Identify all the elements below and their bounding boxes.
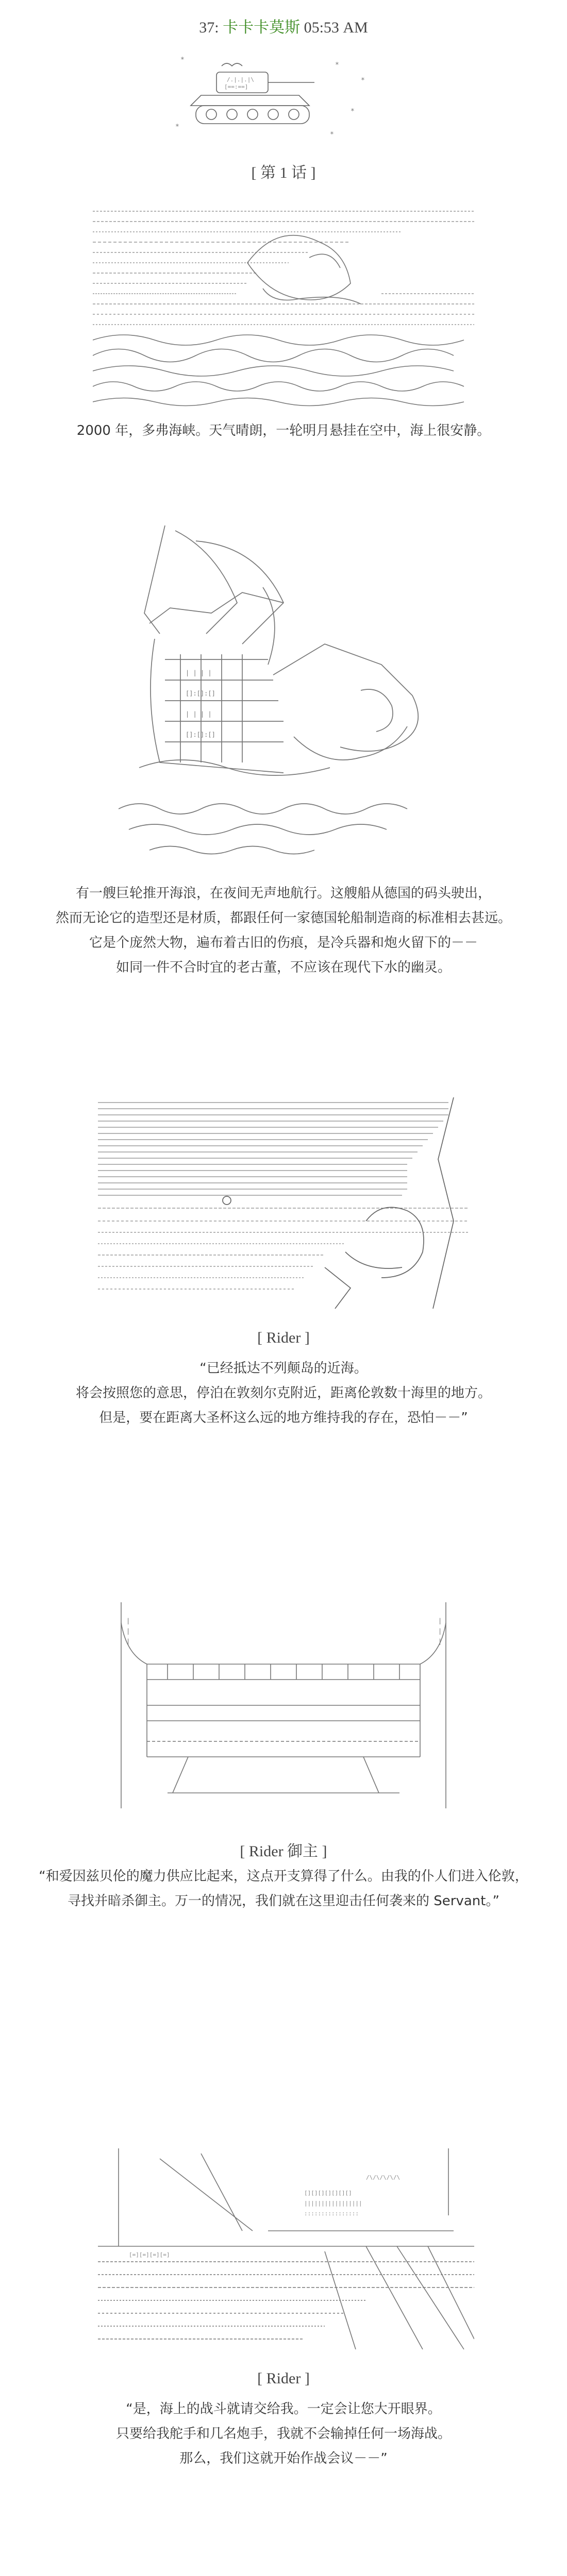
svg-text:[=][=][=][=]: [=][=][=][=] [129,2251,170,2258]
svg-text:*: * [335,61,339,69]
svg-text:[]:[]:[]: []:[]:[] [186,731,215,738]
dialogue-line: “是，海上的战斗就请交给我。一定会让您大开眼界。 [126,2401,441,2417]
scene-2-narration [0,881,567,980]
svg-text:*: * [180,56,185,64]
dialogue-line: “已经抵达不列颠岛的近海。 [199,1361,368,1376]
dialogue-line: 只要给我舵手和几名炮手，我就不会输掉任何一场海战。 [115,2426,451,2442]
scene-3-speaker: [ Rider ] [257,1329,310,1346]
svg-text:|: | [126,1628,130,1635]
svg-text:|: | [438,1638,442,1645]
post-time: 05:53 AM [304,19,368,36]
svg-text:| | | |: | | | | [186,669,212,676]
sea-moonlight-ascii-art [93,201,474,407]
post-number: 37: [199,19,219,36]
dialogue-line: 寻找并暗杀御主。万一的情况，我们就在这里迎击任何袭来的 Servant。” [68,1893,499,1909]
svg-text:::::::::::::::::: :::::::::::::::: [304,2210,359,2217]
svg-text:*: * [330,131,334,139]
svg-text:|: | [126,1638,130,1645]
narration-line: 2000 年，多弗海峡。天气晴朗，一轮明月悬挂在空中，海上很安静。 [76,423,491,438]
post-author[interactable]: 卡卡卡莫斯 [223,19,301,36]
chapter-label: [ 第 1 话 ] [251,164,316,181]
svg-text:|||||||||||||||||: ||||||||||||||||| [304,2200,362,2207]
svg-text:|: | [438,1617,442,1624]
room-interior-ascii-art [116,1602,456,1814]
svg-text:*: * [361,77,365,84]
dialogue-line: 将会按照您的意思，停泊在敦刻尔克附近，距离伦敦数十海里的地方。 [75,1385,491,1401]
post-header [0,14,567,37]
tank-ascii-art [165,52,381,144]
svg-text:/\/\/\/\/\: /\/\/\/\/\ [366,2174,401,2181]
svg-text:|: | [438,1628,442,1635]
sea-horizon-ascii-art [98,1097,469,1314]
dialogue-line: 但是，要在距离大圣杯这么远的地方维持我的存在，恐怕－－” [99,1410,468,1426]
ship-deck-ascii-art [98,2148,474,2354]
narration-line: 有一艘巨轮推开海浪，在夜间无声地航行。这艘船从德国的码头驶出， [75,886,491,901]
scene-4-dialogue [0,1864,567,1913]
scene-4-speaker: [ Rider 御主 ] [240,1843,327,1860]
svg-text:*: * [351,108,355,115]
scene-3-dialogue [0,1356,567,1430]
old-ship-ascii-art [119,520,454,871]
svg-text:| | | |: | | | | [186,710,212,718]
dialogue-line: 那么，我们这就开始作战会议－－” [179,2451,388,2466]
scene-5-dialogue [0,2397,567,2471]
narration-line: 如同一件不合时宜的老古董，不应该在现代下水的幽灵。 [115,960,451,975]
svg-text:|: | [126,1617,130,1624]
narration-line: 它是个庞然大物，遍布着古旧的伤痕，是冷兵器和炮火留下的－－ [89,935,478,951]
dialogue-line: “和爱因兹贝伦的魔力供应比起来，这点开支算得了什么。由我的仆人们进入伦敦， [39,1869,528,1884]
scene-5-speaker: [ Rider ] [257,2370,310,2387]
svg-text:/.|.|.|\: /.|.|.|\ [227,76,254,83]
scene-1-narration [0,418,567,443]
narration-line: 然而无论它的造型还是材质，都跟任何一家德国轮船制造商的标准相去甚远。 [55,910,511,926]
svg-text:[==:==]: [==:==] [224,83,248,90]
svg-text:*: * [175,123,179,131]
svg-text:[]:[]:[]: []:[]:[] [186,690,215,697]
svg-text:[][][][][][][]: [][][][][][][] [304,2190,352,2196]
